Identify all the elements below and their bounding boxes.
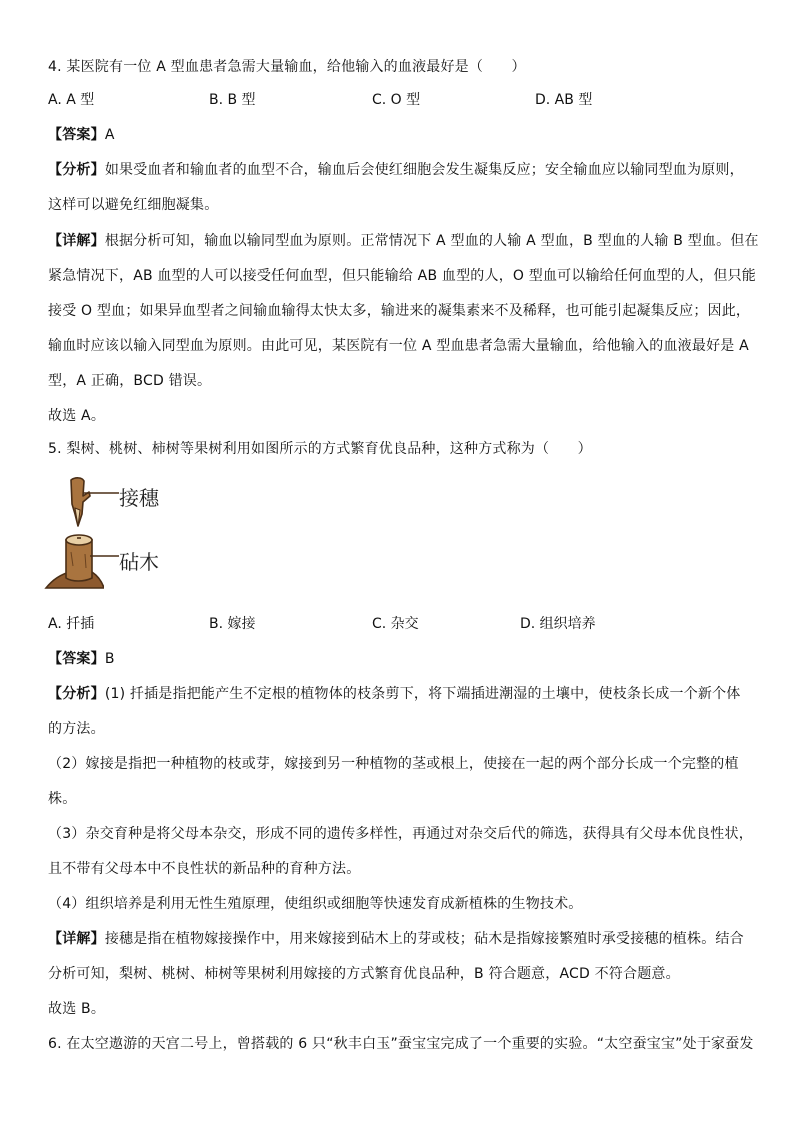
q4-option-a: A. A 型 bbox=[48, 92, 95, 108]
answer-value: A bbox=[104, 127, 115, 143]
q4-detail-line-3: 接受 O 型血；如果异血型者之间输血输得太快太多，输进来的凝集素来不及稀释，也可能引起凝集反应；因此， bbox=[48, 303, 751, 319]
detail-tag: 【详解】 bbox=[48, 233, 105, 249]
answer-tag: 【答案】 bbox=[48, 651, 105, 667]
q4-detail-line-4: 输血时应该以输入同型血为原则。由此可见，某医院有一位 A 型血患者急需大量输血，给他输入的血液最好是 A bbox=[48, 338, 749, 354]
q4-detail-line-5: 型，A 正确，BCD 错误。 bbox=[48, 373, 212, 389]
q5-detail-line-2: 分析可知，梨树、桃树、柿树等果树利用嫁接的方式繁育优良品种，B 符合题意，ACD 不符合题意。 bbox=[48, 966, 680, 982]
q4-option-d: D. AB 型 bbox=[535, 92, 593, 108]
q5-option-d: D. 组织培养 bbox=[520, 616, 596, 632]
q5-analysis-line-7: （4）组织培养是利用无性生殖原理，使组织或细胞等快速发育成新植株的生物技术。 bbox=[48, 896, 583, 912]
q5-analysis-line-5: （3）杂交育种是将父母本杂交，形成不同的遗传多样性，再通过对杂交后代的筛选，获得具有父母本优良性状， bbox=[48, 826, 753, 842]
q4-stem: 4. 某医院有一位 A 型血患者急需大量输血，给他输入的血液最好是（ ） bbox=[48, 59, 526, 75]
analysis-text: 如果受血者和输血者的血型不合，输血后会使红细胞会发生凝集反应；安全输血应以输同型血为原则， bbox=[104, 162, 744, 178]
q4-option-b: B. B 型 bbox=[209, 92, 256, 108]
analysis-text: (1) 扦插是指把能产生不定根的植物体的枝条剪下，将下端插进潮湿的土壤中，使枝条长成一个新个体 bbox=[104, 686, 741, 702]
q5-option-a: A. 扦插 bbox=[48, 616, 95, 632]
q5-analysis-line-6: 且不带有父母本中不良性状的新品种的育种方法。 bbox=[48, 861, 361, 877]
analysis-tag: 【分析】 bbox=[48, 686, 105, 702]
analysis-tag: 【分析】 bbox=[48, 162, 105, 178]
detail-tag: 【详解】 bbox=[48, 931, 105, 947]
q5-analysis-line-1 bbox=[48, 684, 748, 704]
q5-answer bbox=[48, 649, 748, 669]
q5-analysis-line-3: （2）嫁接是指把一种植物的枝或芽，嫁接到另一种植物的茎或根上，使接在一起的两个部分长成一个完整的植 bbox=[48, 756, 739, 772]
q5-option-c: C. 杂交 bbox=[372, 616, 419, 632]
q4-detail-line-2: 紧急情况下，AB 血型的人可以接受任何血型，但只能输给 AB 血型的人，O 型血可以输给任何血型的人，但只能 bbox=[48, 268, 756, 284]
q4-analysis-line-1 bbox=[48, 160, 748, 180]
answer-value: B bbox=[104, 651, 115, 667]
q4-answer bbox=[48, 125, 748, 145]
q5-analysis-line-4: 株。 bbox=[48, 791, 77, 807]
q5-analysis-line-2: 的方法。 bbox=[48, 721, 105, 737]
detail-text: 接穗是指在植物嫁接操作中，用来嫁接到砧木上的芽或枝；砧木是指嫁接繁殖时承受接穗的植株。结合 bbox=[104, 931, 744, 947]
q4-detail-line-1 bbox=[48, 231, 759, 251]
q5-option-b: B. 嫁接 bbox=[209, 616, 256, 632]
q5-detail-line-1 bbox=[48, 929, 748, 949]
q6-stem: 6. 在太空遨游的天宫二号上，曾搭载的 6 只“秋丰白玉”蚕宝宝完成了一个重要的实验。“太空蚕宝宝”处于家蚕发 bbox=[48, 1036, 754, 1052]
q4-analysis-line-2: 这样可以避免红细胞凝集。 bbox=[48, 197, 219, 213]
q4-option-c: C. O 型 bbox=[372, 92, 421, 108]
q4-conclusion: 故选 A。 bbox=[48, 408, 106, 424]
answer-tag: 【答案】 bbox=[48, 127, 105, 143]
q5-stem: 5. 梨树、桃树、柿树等果树利用如图所示的方式繁育优良品种，这种方式称为（ ） bbox=[48, 441, 592, 457]
grafting-figure bbox=[44, 474, 184, 596]
grafting-illustration bbox=[44, 474, 104, 596]
detail-text: 根据分析可知，输血以输同型血为原则。正常情况下 A 型血的人输 A 型血，B 型血的人输 B 型血。但在 bbox=[104, 233, 759, 249]
scion-label: 接穗 bbox=[119, 486, 159, 510]
stock-label: 砧木 bbox=[119, 550, 159, 574]
q5-conclusion: 故选 B。 bbox=[48, 1001, 106, 1017]
